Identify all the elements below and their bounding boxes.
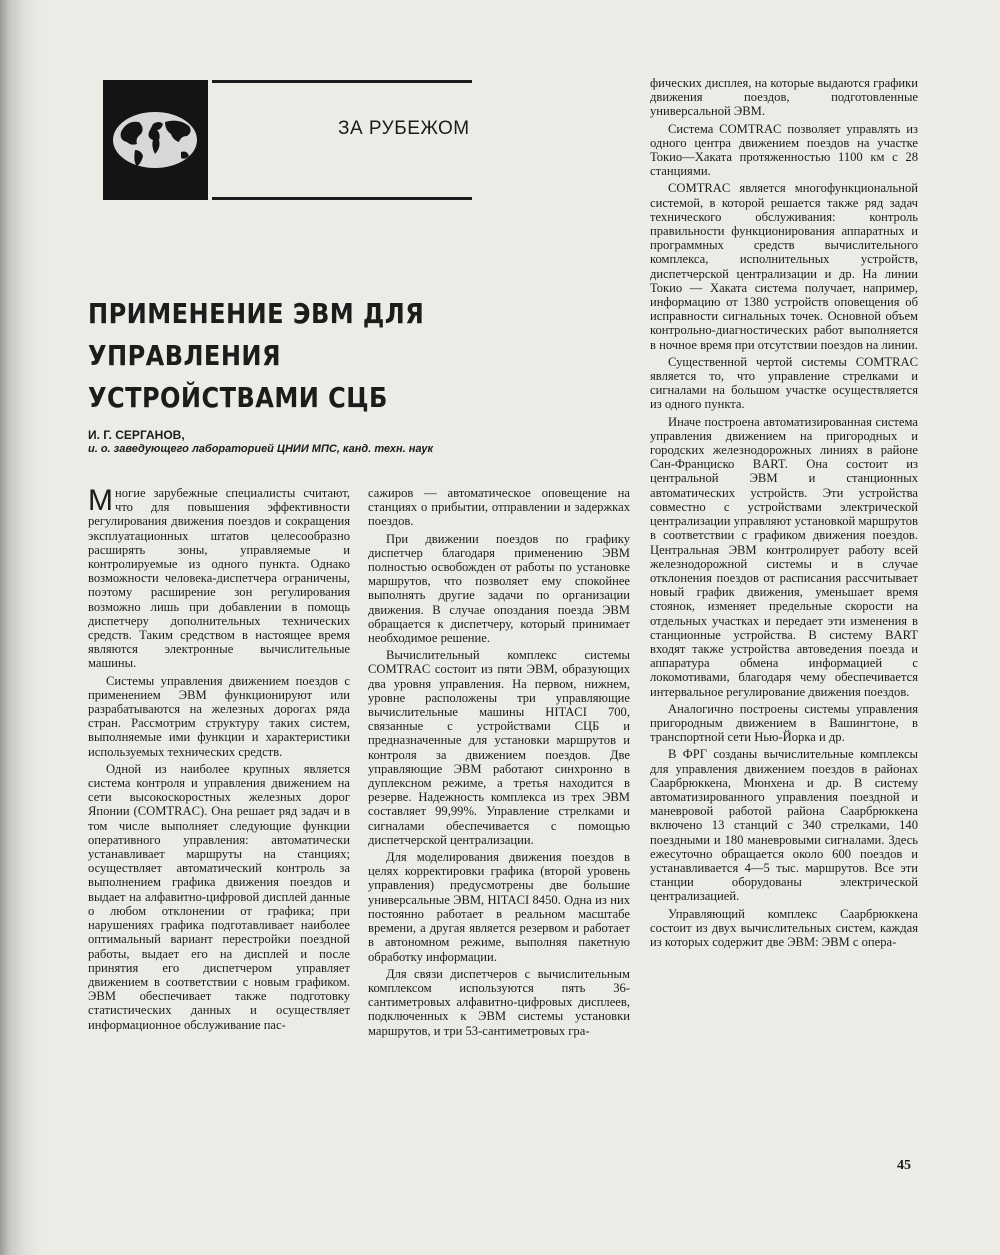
drop-cap: М bbox=[88, 484, 113, 517]
page-number: 45 bbox=[897, 1158, 911, 1173]
paragraph: Для связи диспетчеров с вычислительным комплексом используются пять 36-сантиметровых алфавитно-цифровых дисплеев, подключенных к ЭВМ системы установки маршрутов, и три 53-сантиметровых гра- bbox=[368, 966, 630, 1038]
header-rule-top bbox=[212, 80, 472, 83]
paragraph: Существенной чертой системы COMTRAC является то, что управление стрелками и сигналами на большом участке осуществляется из одного пункта. bbox=[650, 354, 918, 412]
paragraph: В ФРГ созданы вычислительные комплексы для управления движением поездов в районах Саарбрюккена, Мюнхена и др. В систему автоматизированного управления поездной и маневровой работой района Саарбрюккена включено 13 станций с 340 стрелками, 140 поездными и 180 маневровыми сигналами. Здесь ежесуточно обращается около 600 поездов и устанавливается 4—5 тыс. маршрутов. Все эти станции оборудованы электрической централизацией. bbox=[650, 747, 918, 904]
paragraph: COMTRAC является многофункциональной системой, в которой решается также ряд задач технического обслуживания: контроль правильности функционирования аппаратных и программных средств вычислительного комплекса, исполнительных устройств, диспетчерской централизации и др. На линии Токио — Хаката система получает, например, информацию от 1380 устройств оповещения об исправности сигнальных точек. Основной объем контрольно-диагностических работ выполняется в ночное время при отсутствии поездов на линии. bbox=[650, 181, 918, 352]
title-line-1: ПРИМЕНЕНИЕ ЭВМ ДЛЯ УПРАВЛЕНИЯ bbox=[88, 297, 425, 372]
text-column-2 bbox=[368, 486, 630, 1041]
text-column-3 bbox=[650, 76, 918, 952]
paragraph: Вычислительный комплекс системы COMTRAC состоит из пяти ЭВМ, образующих два уровня управления. На первом, нижнем, уровне расположены три управляющие вычислительные машины HITACI 700, связанные с устройствами СЦБ и предназначенные для установки маршрутов и контроля за движением поездов. Две управляющие ЭВМ работают синхронно в дуплексном режиме, а третья находится в резерве. Надежность комплекса из трех ЭВМ составляет 99,99%. Управление стрелками и сигналами обеспечивается с помощью диспетчерской централизации. bbox=[368, 648, 630, 847]
paragraph: Аналогично построены системы управления пригородным движением в Вашингтоне, в транспортной сети Нью-Йорка и др. bbox=[650, 701, 918, 745]
paragraph: Для моделирования движения поездов в целях корректировки графика (второй уровень управления) предусмотрены две большие универсальные ЭВМ, HITACI 8450. Одна из них постоянно работает в реальном масштабе времени, а другая является резервом и работает в автономном режиме, выполняя пакетную обработку информации. bbox=[368, 850, 630, 964]
paragraph: Одной из наиболее крупных является система контроля и управления движением на сети высокоскоростных железных дорог Японии (COMTRAC). Она решает ряд задач и в том числе выполняет следующие функции оперативного управления: автоматически устанавливает маршруты на станциях; осуществляет автоматический контроль за выполнением графика движения поездов и выдает на алфавитно-цифровой дисплей данные о любом отклонении от графика; при нарушениях графика подготавливает наиболее оптимальный вариант перестройки поездной работы, выдает его на дисплей и после принятия его диспетчером управляет движением в соответствии с новым графиком. ЭВМ обеспечивает также подготовку статистических данных и осуществляет информационное обслуживание пас- bbox=[88, 761, 350, 1032]
section-label: ЗА РУБЕЖОМ bbox=[338, 118, 470, 139]
author-affiliation: и. о. заведующего лабораторией ЦНИИ МПС, канд. техн. наук bbox=[88, 443, 434, 455]
paragraph: сажиров — автоматическое оповещение на станциях о прибытии, отправлении и задержках поездов. bbox=[368, 486, 630, 529]
header-rule-bottom bbox=[212, 197, 472, 200]
paragraph: Система COMTRAC позволяет управлять из одного центра движением поездов на участке Токио—Хаката протяженностью 1100 км с 28 станциями. bbox=[650, 121, 918, 179]
paragraph: Системы управления движением поездов с применением ЭВМ функционируют или разрабатываются на железных дорогах ряда стран. Рассмотрим структуру таких систем, выполняемые ими функции и характеристики используемых технических средств. bbox=[88, 673, 350, 759]
paragraph: Иначе построена автоматизированная система управления движением на пригородных и городских железнодорожных линиях в районе Сан-Франциско BART. Она состоит из центральной ЭВМ и станционных автоматических устройств. Эти устройства совместно с устройствами электрической централизации управляют установкой маршрутов в соответствии с графиком движения поездов. Центральная ЭВМ контролирует работу всей железнодорожной системы и в случае отклонения поездов от расписания рассчитывает новый график движения, уменьшает время стоянок, изменяет предельные скорости на отдельных участках и передает эти изменения в станционные устройства. В систему BART входят также устройства автоведения поезда и аппаратура обмена информацией с локомотивами, благодаря чему обеспечивается интервальное регулирование движения поездов. bbox=[650, 414, 918, 699]
paragraph: При движении поездов по графику диспетчер благодаря применению ЭВМ полностью освобожден от работы по установке маршрутов, что позволяет ему спокойнее выполнять другие задачи по организации движения. В случае опоздания поезда ЭВМ обращается к диспетчеру, который принимает необходимое решение. bbox=[368, 531, 630, 646]
author-name: И. Г. СЕРГАНОВ, bbox=[88, 428, 185, 442]
binding-edge bbox=[0, 0, 42, 1255]
paragraph: фических дисплея, на которые выдаются графики движения поездов, подготовленные универсальной ЭВМ. bbox=[650, 76, 918, 119]
text-column-1 bbox=[88, 486, 350, 1035]
article-title bbox=[88, 293, 535, 419]
paragraph bbox=[88, 486, 350, 671]
title-line-2: УСТРОЙСТВАМИ СЦБ bbox=[88, 381, 388, 414]
paragraph-text: ногие зарубежные специалисты считают, что для повышения эффективности регулирования движения поездов и сокращения эксплуатационных штатов целесообразно расширять зоны, управляемые и контролируемые из одного пункта. Однако возможности человека-диспетчера ограничены, поэтому расширение зон регулирования возможно лишь при добавлении в помощь диспетчеру дополнительных технических средств. Таким средством в настоящее время являются электронные вычислительные машины. bbox=[88, 486, 350, 671]
section-emblem bbox=[103, 80, 208, 200]
paragraph: Управляющий комплекс Саарбрюккена состоит из двух вычислительных систем, каждая из которых содержит две ЭВМ: ЭВМ с опера- bbox=[650, 906, 918, 949]
world-map-icon bbox=[103, 80, 208, 200]
